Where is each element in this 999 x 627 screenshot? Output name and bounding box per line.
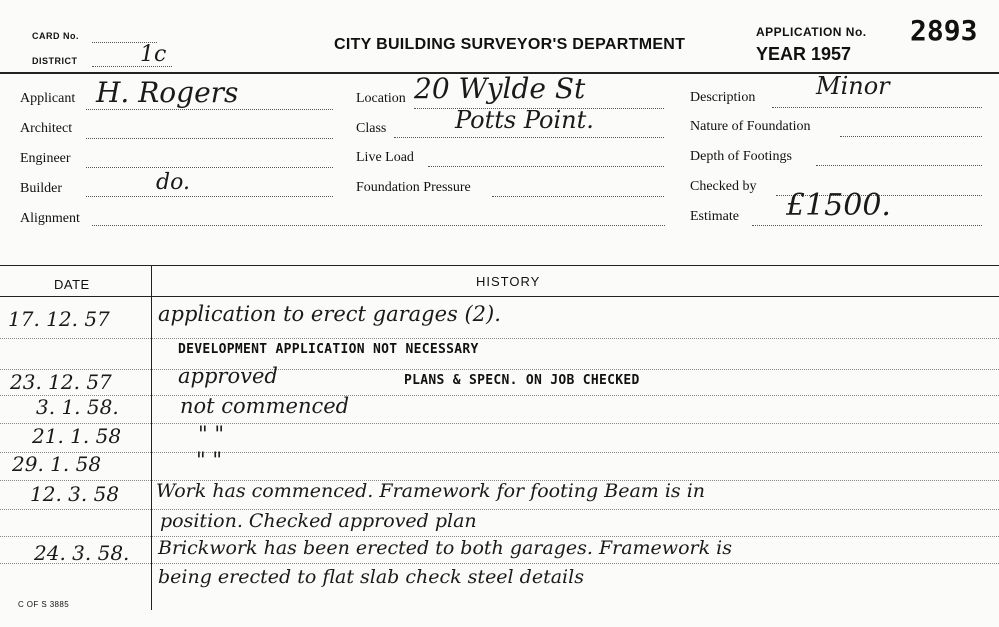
live-load-line [428, 166, 664, 167]
department-title: CITY BUILDING SURVEYOR'S DEPARTMENT [334, 36, 686, 53]
history-entry: Brickwork has been erected to both garages. Framework is [158, 537, 732, 559]
ruled-line [0, 369, 999, 370]
depth-of-footings-label: Depth of Footings [690, 149, 792, 164]
architect-label: Architect [20, 121, 73, 136]
foundation-pressure-line [492, 196, 664, 197]
history-date: 12. 3. 58 [30, 482, 120, 506]
history-header-rule [0, 296, 999, 297]
applicant-value: H. Rogers [96, 76, 239, 109]
history-date: 23. 12. 57 [10, 370, 112, 394]
form-code: C OF S 3885 [18, 600, 70, 609]
date-header: DATE [54, 277, 90, 292]
card-no-label: CARD No. [32, 31, 79, 41]
application-no: 2893 [910, 14, 978, 47]
description-value: Minor [816, 72, 890, 100]
description-label: Description [690, 90, 756, 105]
history-date: 17. 12. 57 [8, 307, 110, 331]
history-entry: application to erect garages (2). [158, 302, 501, 326]
history-date: 29. 1. 58 [12, 452, 102, 476]
depth-of-footings-line [816, 165, 982, 166]
history-entry: not commenced [180, 394, 350, 418]
location-label: Location [356, 91, 406, 106]
estimate-value: £1500. [786, 188, 891, 223]
history-entry: Work has commenced. Framework for footing Beam is in [156, 480, 706, 502]
history-stamp: DEVELOPMENT APPLICATION NOT NECESSARY [178, 342, 479, 357]
builder-line [86, 196, 333, 197]
history-entry: " " [198, 422, 224, 446]
ruled-line [0, 423, 999, 424]
history-entry: being erected to flat slab check steel details [158, 566, 584, 588]
date-column-divider [151, 265, 152, 610]
builder-value: do. [156, 170, 190, 195]
history-date: 24. 3. 58. [34, 541, 130, 565]
district-label: DISTRICT [32, 56, 78, 66]
ruled-line [0, 563, 999, 564]
application-no-label: APPLICATION No. [756, 25, 867, 39]
history-entry: approved [178, 364, 278, 388]
description-line [772, 107, 982, 108]
alignment-label: Alignment [20, 211, 80, 226]
history-date: 3. 1. 58. [36, 395, 119, 419]
nature-of-foundation-line [840, 136, 982, 137]
checked-by-label: Checked by [690, 179, 757, 194]
ruled-line [0, 452, 999, 453]
live-load-label: Live Load [356, 150, 414, 165]
history-stamp: PLANS & SPECN. ON JOB CHECKED [404, 373, 640, 388]
history-header: HISTORY [476, 274, 541, 289]
applicant-label: Applicant [20, 91, 76, 106]
history-top-rule [0, 265, 999, 266]
engineer-line [86, 167, 333, 168]
estimate-label: Estimate [690, 209, 739, 224]
alignment-line [92, 225, 665, 226]
history-date: 21. 1. 58 [32, 424, 122, 448]
applicant-line [86, 109, 333, 110]
foundation-pressure-label: Foundation Pressure [356, 180, 471, 195]
history-entry: position. Checked approved plan [160, 510, 477, 532]
history-entry: " " [196, 448, 222, 472]
builder-label: Builder [20, 181, 62, 196]
class-line [394, 137, 664, 138]
ruled-line [0, 338, 999, 339]
nature-of-foundation-label: Nature of Foundation [690, 119, 811, 134]
ruled-line [0, 395, 999, 396]
ruled-line [0, 509, 999, 510]
class-value: Potts Point. [455, 106, 594, 134]
district-value: 1c [140, 42, 167, 67]
engineer-label: Engineer [20, 151, 71, 166]
class-label: Class [356, 121, 387, 136]
year-label: YEAR 1957 [756, 44, 852, 64]
architect-line [86, 138, 333, 139]
estimate-line [752, 225, 982, 226]
location-value: 20 Wylde St [414, 72, 586, 105]
